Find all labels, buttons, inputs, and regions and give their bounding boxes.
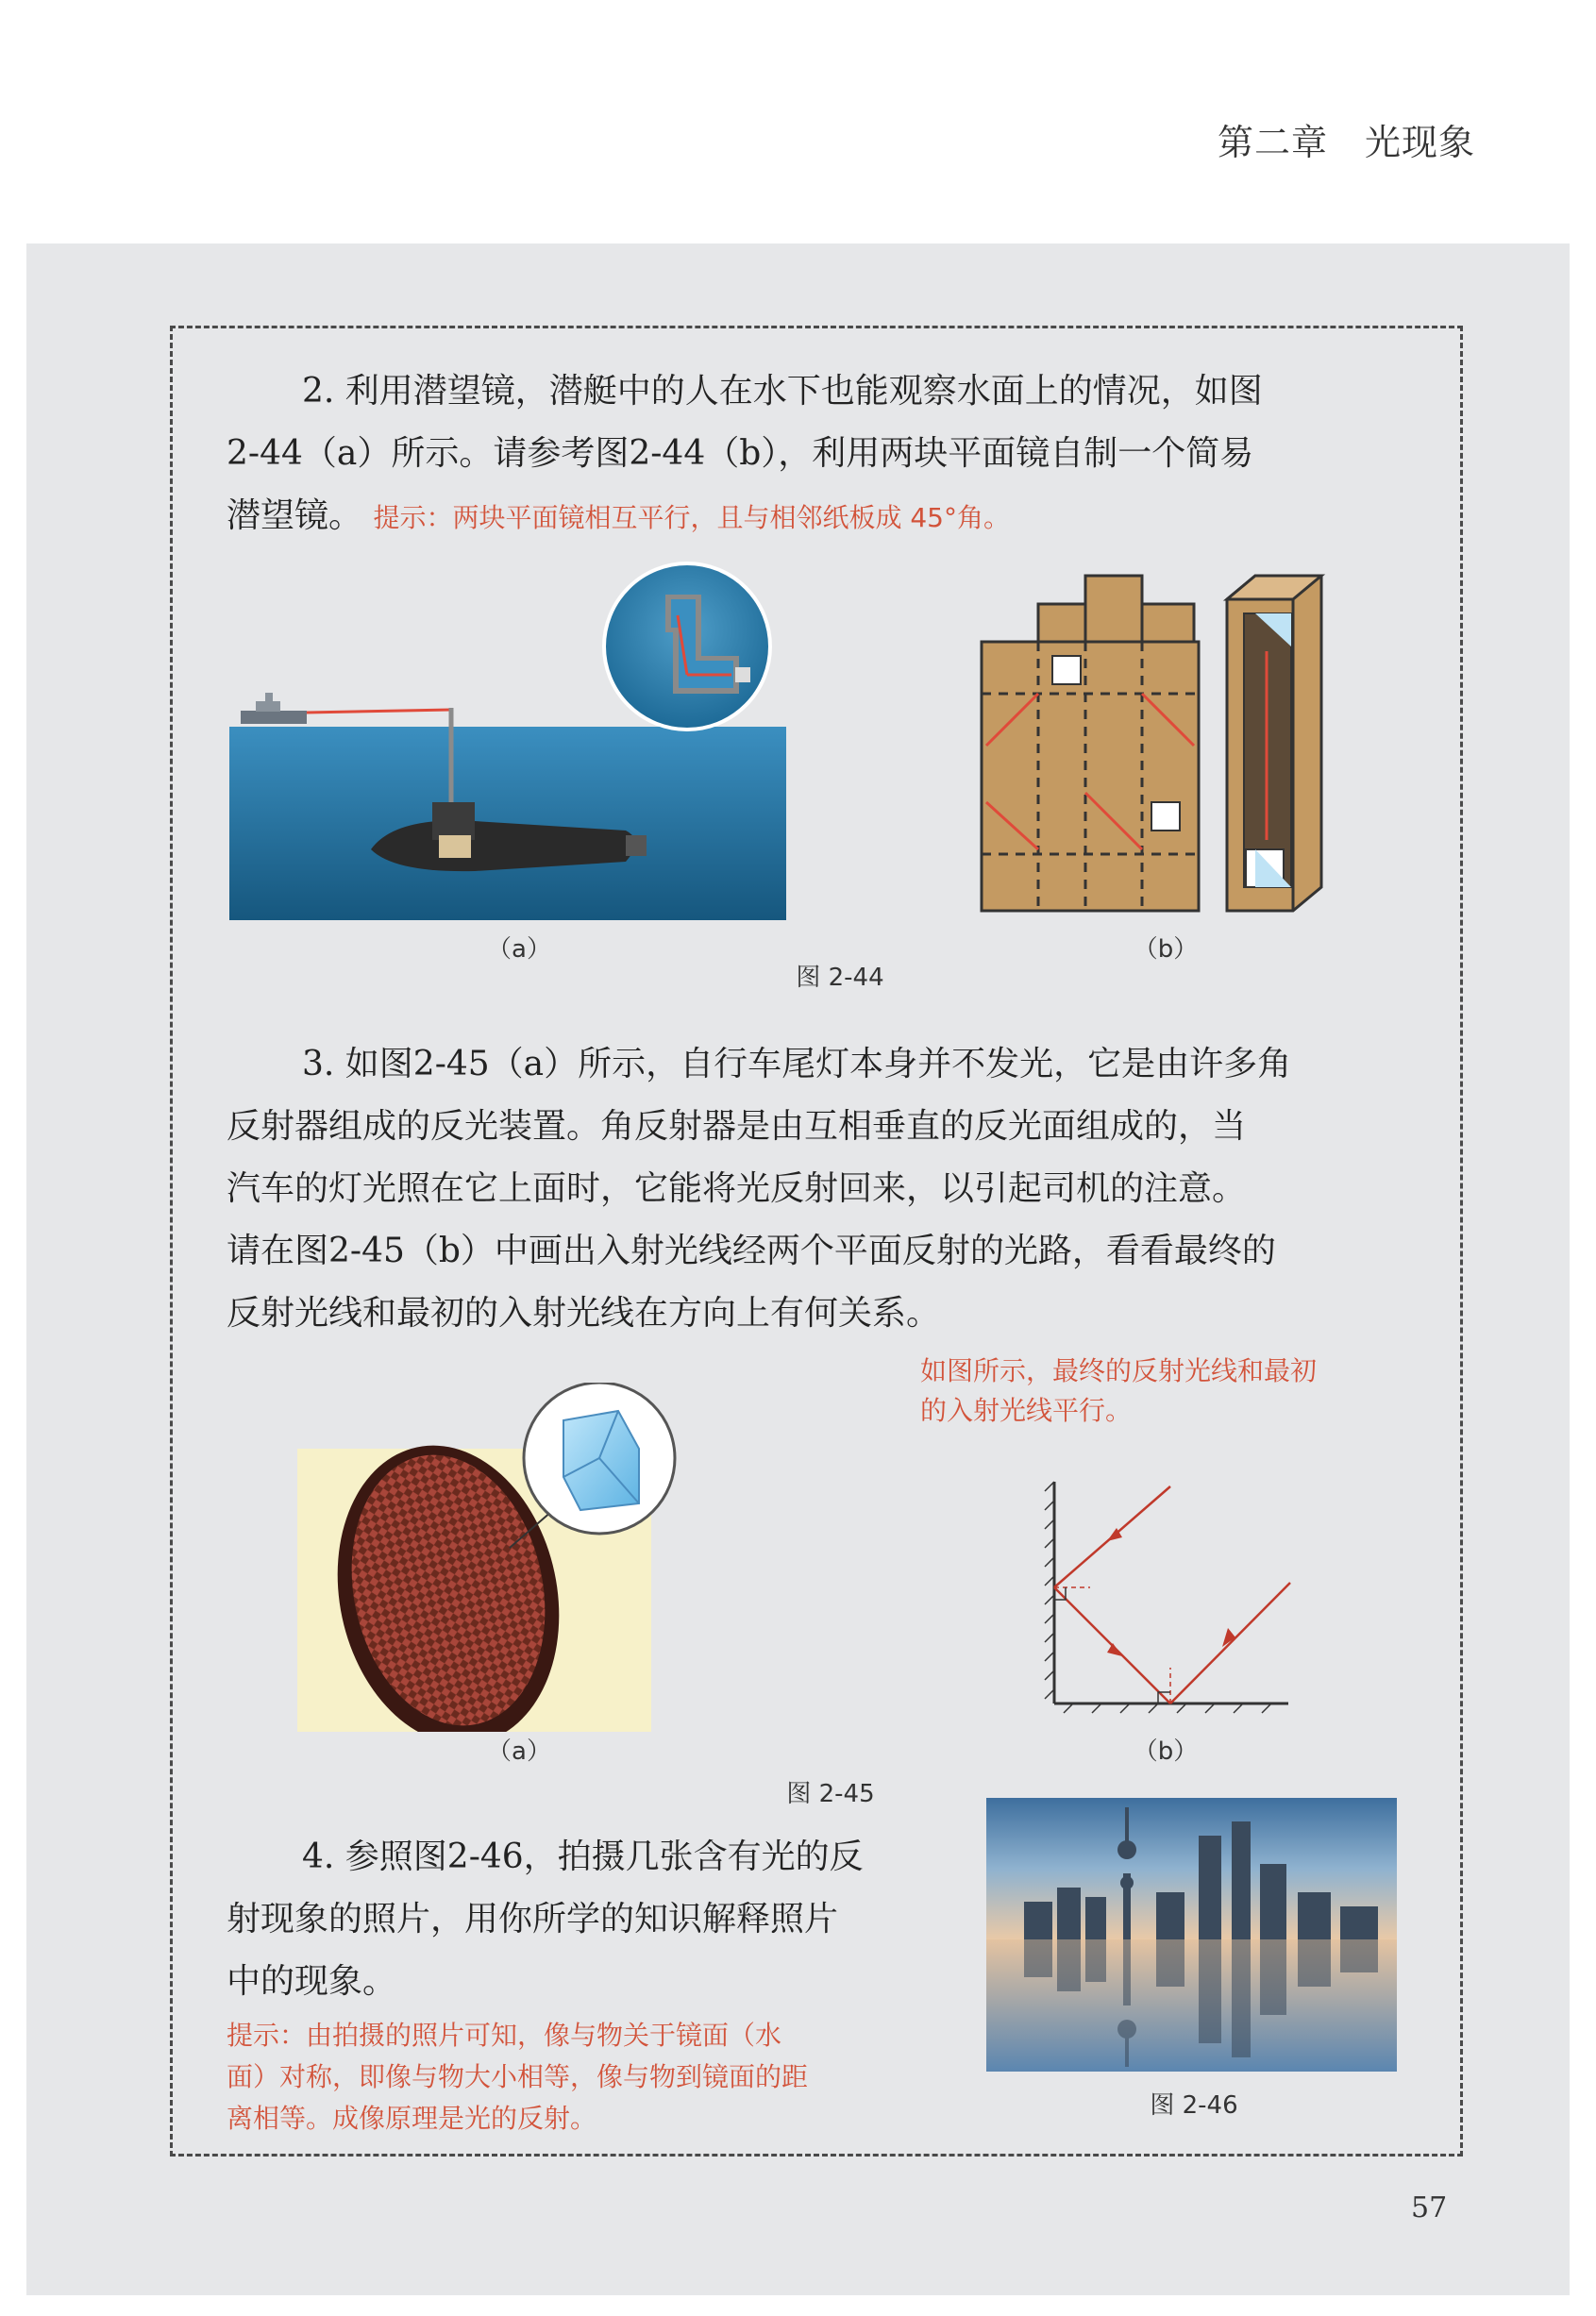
question-4: [227, 1826, 944, 2013]
q2-line-3: 潜望镜。: [227, 496, 363, 535]
assembled-periscope: [1227, 576, 1321, 911]
q2-line-1: 2. 利用潜望镜，潜艇中的人在水下也能观察水面上的情况，如图: [302, 372, 1263, 411]
q4-line-2: 射现象的照片，用你所学的知识解释照片: [227, 1900, 839, 1938]
figure-2-46: [986, 1798, 1397, 2072]
q3-line-4: 请在图2-45（b）中画出入射光线经两个平面反射的光路，看看最终的: [227, 1232, 1276, 1270]
q3-line-5: 反射光线和最初的入射光线在方向上有何关系。: [227, 1294, 941, 1333]
q3-line-1: 3. 如图2-45（a）所示，自行车尾灯本身并不发光，它是由许多角: [302, 1045, 1292, 1083]
mirror-vertical: [1045, 1482, 1054, 1703]
mirror-horizontal: [1054, 1703, 1288, 1713]
question-3: [227, 1033, 1416, 1345]
q4-hint-line-1: 提示：由拍摄的照片可知，像与物关于镜面（水: [227, 2020, 782, 2051]
periscope-zoom-circle: [604, 563, 770, 730]
light-rays: [1054, 1486, 1290, 1703]
q4-line-3: 中的现象。: [227, 1962, 397, 2001]
q4-line-1: 4. 参照图2-46，拍摄几张含有光的反: [302, 1838, 864, 1876]
page-number: 57: [1411, 2191, 1448, 2224]
cardboard-net: [982, 576, 1199, 911]
q3-line-3: 汽车的灯光照在它上面时，它能将光反射回来，以引起司机的注意。: [227, 1169, 1247, 1208]
q4-hint: [227, 2015, 944, 2140]
fig244-caption-a: （a）: [487, 935, 551, 964]
q3-answer: [920, 1351, 1411, 1431]
corner-reflector-zoom-circle: [524, 1383, 675, 1534]
figure-2-45b: [1043, 1468, 1298, 1722]
chapter-title: 第二章 光现象: [1217, 122, 1475, 163]
q4-hint-line-3: 离相等。成像原理是光的反射。: [227, 2103, 597, 2134]
ship-icon: [241, 693, 307, 724]
fig246-title: 图 2-46: [1150, 2091, 1238, 2120]
question-2: [227, 361, 1416, 549]
q4-hint-line-2: 面）对称，即像与物大小相等，像与物到镜面的距: [227, 2061, 809, 2092]
light-path: [307, 710, 451, 713]
figure-2-44b: [972, 566, 1350, 925]
q2-line-3-wrap: [227, 485, 1416, 549]
q3-answer-line-1: 如图所示，最终的反射光线和最初: [920, 1355, 1318, 1386]
fig245-caption-a: （a）: [487, 1737, 551, 1766]
q2-hint: 提示：两块平面镜相互平行，且与相邻纸板成 45°角。: [373, 502, 1011, 533]
fig244-caption-b: （b）: [1133, 935, 1199, 964]
fig244-title: 图 2-44: [796, 964, 884, 992]
figure-2-44a: [229, 562, 786, 920]
figure-2-45a: [297, 1383, 750, 1732]
fig245-title: 图 2-45: [786, 1780, 875, 1808]
fig245-caption-b: （b）: [1133, 1737, 1199, 1766]
q2-line-2: 2-44（a）所示。请参考图2-44（b），利用两块平面镜自制一个简易: [227, 434, 1254, 473]
q3-answer-line-2: 的入射光线平行。: [920, 1395, 1133, 1426]
q3-line-2: 反射器组成的反光装置。角反射器是由互相垂直的反光面组成的，当: [227, 1107, 1247, 1146]
